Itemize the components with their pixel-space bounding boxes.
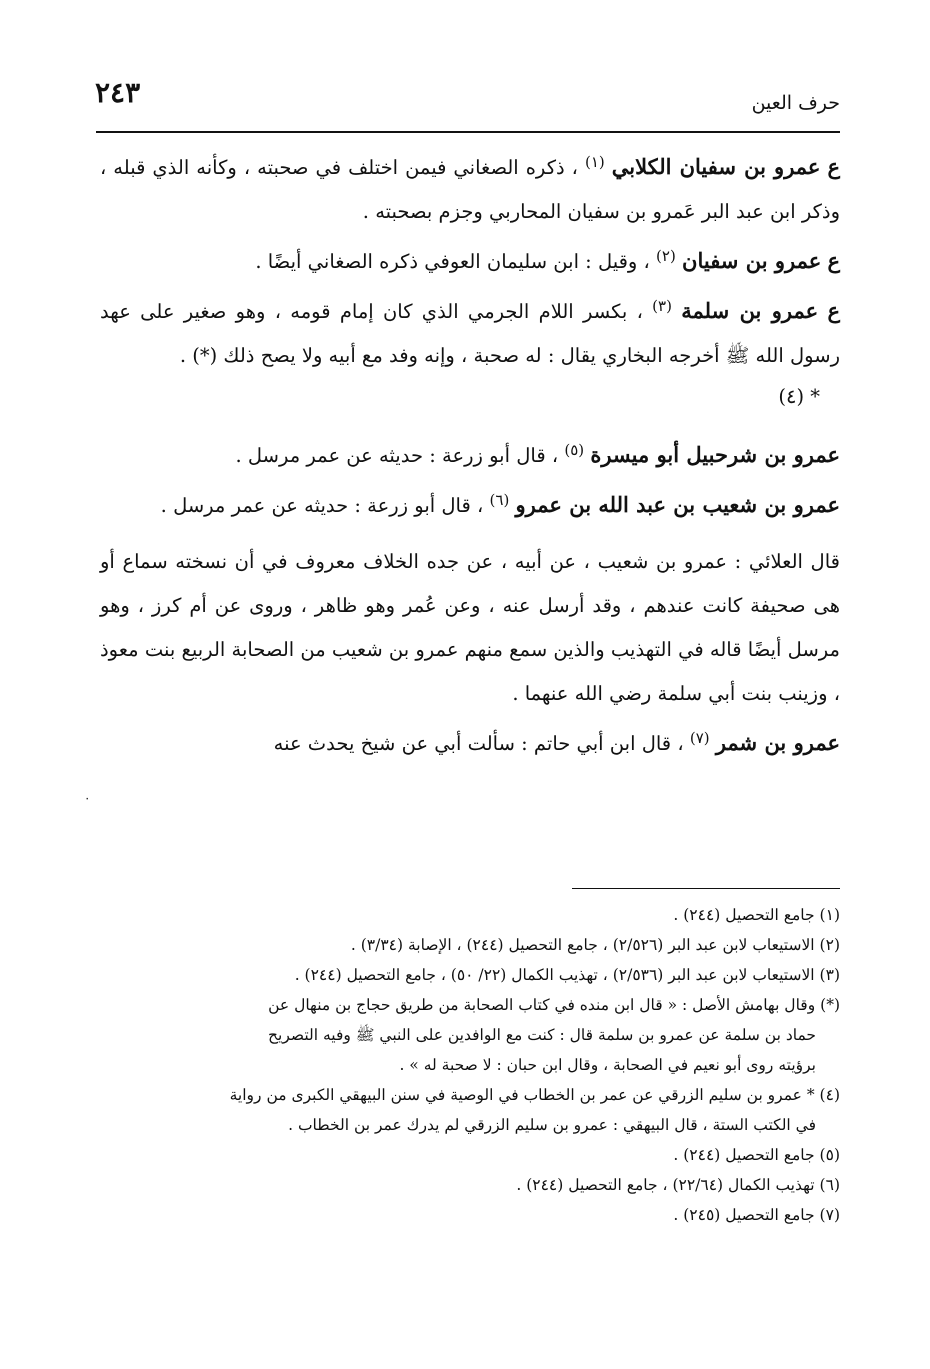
entry-text: ، وقيل : ابن سليمان العوفي ذكره الصغاني أيضًا . [255,250,650,273]
footnote-6 [100,1170,840,1200]
footnote-text: حماد بن سلمة عن عمرو بن سلمة قال : كنت مع الوافدين على النبي ﷺ وفيه التصريح [268,1026,816,1044]
entry-text: ، قال ابن أبي حاتم : سألت أبي عن شيخ يحدث عنه [273,732,684,755]
footnote-number: (٢) [819,936,840,954]
entry-name: عمرو بن سفيان [682,248,822,273]
entry-text: ، ذكره الصغاني فيمن اختلف في صحبته ، وكأنه الذي قبله ، وذكر ابن عبد البر عَمرو بن سفيان المحاربي وجزم بصحبته . [100,156,840,223]
spacer [100,528,840,540]
footnote-4 [100,1080,840,1140]
footnote-ref: (١) [584,153,605,171]
footnote-1 [100,900,840,930]
entry-text: ، قال أبو زرعة : حديثه عن عمر مرسل . [160,494,484,517]
footnote-5 [100,1140,840,1170]
footnote-text: في الكتب الستة ، قال البيهقي : عمرو بن سليم الزرقي لم يدرك عمر بن الخطاب . [288,1116,816,1134]
entry-name: عمرو بن شرحبيل أبو ميسرة [590,442,840,467]
entry-mark: ع [827,298,841,323]
footnote-text: الاستيعاب لابن عبد البر (٢/٥٢٦) ، جامع التحصيل (٢٤٤) ، الإصابة (٣/٣٤) . [350,936,815,954]
entry-amr-ibn-shuayb [100,478,840,528]
entry-text: ، بكسر اللام الجرمي الذي كان إمام قومه ، وهو صغير على عهد رسول الله ﷺ أخرجه البخاري يقال : له صحبة ، وإنه وفد مع أبيه ولا يصح ذلك (*) . [100,300,840,367]
footnote-number: (٣) [819,966,840,984]
header-rule [96,131,840,133]
entry-mark: ع [827,248,840,273]
footnote-number: (٦) [819,1176,840,1194]
footnote-text: تهذيب الكمال (٢٢/٦٤) ، جامع التحصيل (٢٤٤) . [516,1176,815,1194]
main-text [100,140,840,766]
entry-mark: ع [827,154,841,179]
entry-text: ، قال أبو زرعة : حديثه عن عمر مرسل . [235,444,559,467]
footnote-text: الاستيعاب لابن عبد البر (٢/٥٣٦) ، تهذيب الكمال (٢٢/ ٥٠) ، جامع التحصيل (٢٤٤) . [294,966,815,984]
footnote-text: جامع التحصيل (٢٤٥) . [673,1206,815,1224]
footnote-text: جامع التحصيل (٢٤٤) . [673,1146,815,1164]
footnote-number: (١) [819,906,840,924]
entry-name: عمرو بن سلمة [681,298,819,323]
footnote-3 [100,960,840,990]
footnote-number: (٥) [819,1146,840,1164]
footnote-star [100,990,840,1080]
star-reference: * (٤) [778,385,820,408]
footnote-ref: (٦) [489,491,510,509]
entry-amr-ibn-shurahbil [100,428,840,478]
footnote-ref: (٢) [656,247,676,265]
footnote-ref: (٥) [564,441,585,459]
entry-name: عمرو بن سفيان الكلابي [611,154,821,179]
footnote-ref: (٣) [652,297,672,315]
footnotes [100,900,840,1230]
entry-amr-ibn-shamir [100,716,840,766]
footnote-number: (٤) [819,1086,840,1104]
footnote-number: (*) [820,996,840,1014]
entry-name: عمرو بن شعيب بن عبد الله بن عمرو [515,492,840,517]
entry-amr-ibn-sufyan [100,234,840,284]
alai-commentary: قال العلائي : عمرو بن شعيب ، عن أبيه ، عن جده الخلاف معروف في أن نسخته سماع أو هى صحيفة كانت عندهم ، وقد أرسل عنه ، وعن عُمر وهو ظاهر ، وروى عن أم كرز ، وهو مرسل أيضًا قاله في التهذيب والذين سمع منهم عمرو بن شعيب من الصحابة الربيع بنت معوذ ، وزينب بنت أبي سلمة رضي الله عنهما . [100,550,840,705]
footnote-text: * عمرو بن سليم الزرقي عن عمر بن الخطاب في الوصية في سنن البيهقي الكبرى من رواية [229,1086,815,1104]
footnote-7 [100,1200,840,1230]
footnote-2 [100,930,840,960]
entry-amr-ibn-sufyan-kilabi [100,140,840,234]
page-number: ٢٤٣ [95,76,141,109]
footnote-text: جامع التحصيل (٢٤٤) . [673,906,815,924]
footnote-number: (٧) [819,1206,840,1224]
footnote-text: برؤيته روى أبو نعيم في الصحابة ، وقال ابن حبان : لا صحبة له » . [399,1056,816,1074]
spacer [100,416,840,428]
entry-amr-ibn-salima [100,284,840,378]
footnote-rule [572,888,840,889]
footnote-ref: (٧) [689,729,710,747]
footnote-text: وقال بهامش الأصل : « قال ابن منده في كتاب الصحابة من طريق حجاج بن منهال عن [268,996,816,1014]
running-title: حرف العين [751,92,840,114]
margin-mark: ٠ [84,791,91,805]
entry-name: عمرو بن شمر [715,730,840,755]
